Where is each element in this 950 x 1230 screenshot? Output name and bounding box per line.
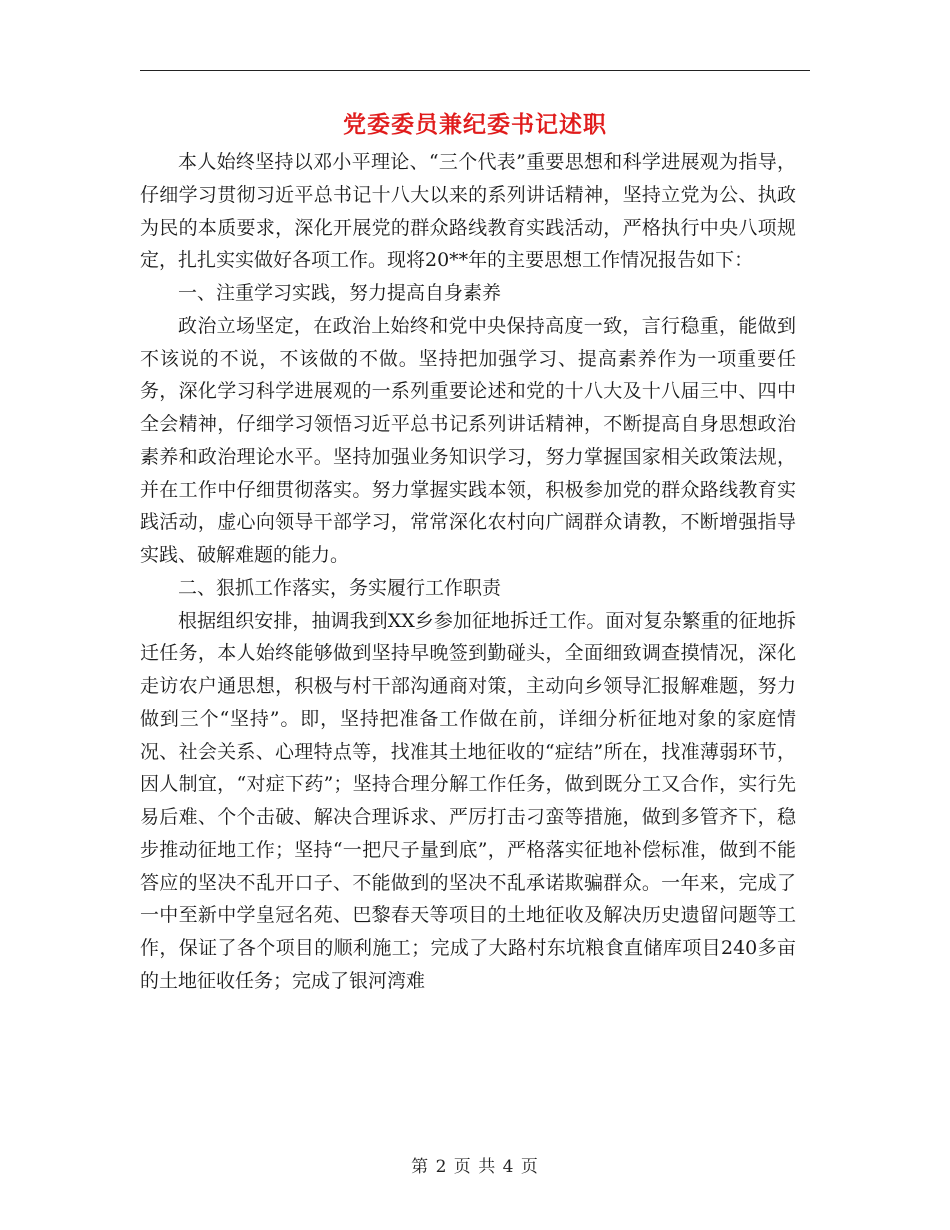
section-heading-2: 二、狠抓工作落实，务实履行工作职责 (178, 576, 502, 599)
paragraph-study: 政治立场坚定，在政治上始终和党中央保持高度一致，言行稳重，能做到不该说的不说，不该做的不做。坚持把加强学习、提高素养作为一项重要任务，深化学习科学进展观的一系列重要论述和党的十八大及十八届三中、四中全会精神，仔细学习领悟习近平总书记系列讲话精神，不断提高自身思想政治素养和政治理论水平。坚持加强业务知识学习，努力掌握国家相关政策法规，并在工作中仔细贯彻落实。努力掌握实践本领，积极参加党的群众路线教育实践活动，虚心向领导干部学习，常常深化农村向广阔群众请教，不断增强指导实践、破解难题的能力。 (140, 314, 796, 566)
document-title: 党委委员兼纪委书记述职 (343, 111, 607, 138)
header-rule (140, 70, 810, 71)
paragraph-intro: 本人始终坚持以邓小平理论、“三个代表”重要思想和科学进展观为指导，仔细学习贯彻习近平总书记十八大以来的系列讲话精神，坚持立党为公、执政为民的本质要求，深化开展党的群众路线教育实践活动，严格执行中央八项规定，扎扎实实做好各项工作。现将20**年的主要思想工作情况报告如下： (140, 151, 796, 272)
paragraph-work: 根据组织安排，抽调我到XX乡参加征地拆迁工作。面对复杂繁重的征地拆迁任务，本人始终能够做到坚持早晚签到勤碰头，全面细致调查摸情况，深化走访农户通思想，积极与村干部沟通商对策，主动向乡领导汇报解难题，努力做到三个“坚持”。即，坚持把准备工作做在前，详细分析征地对象的家庭情况、社会关系、心理特点等，找准其土地征收的“症结”所在，找准薄弱环节，因人制宜，“对症下药”；坚持合理分解工作任务，做到既分工又合作，实行先易后难、个个击破、解决合理诉求、严厉打击刁蛮等措施，做到多管齐下，稳步推动征地工作；坚持“一把尺子量到底”，严格落实征地补偿标准，做到不能答应的坚决不乱开口子、不能做到的坚决不乱承诺欺骗群众。一年来，完成了一中至新中学皇冠名苑、巴黎春天等项目的土地征收及解决历史遗留问题等工作，保证了各个项目的顺利施工；完成了大路村东坑粮食直储库项目240多亩的土地征收任务；完成了银河湾难 (140, 609, 796, 992)
page-footer: 第 2 页 共 4 页 (411, 1157, 539, 1177)
document-body (140, 146, 796, 998)
section-heading-1: 一、注重学习实践，努力提高自身素养 (178, 282, 502, 304)
